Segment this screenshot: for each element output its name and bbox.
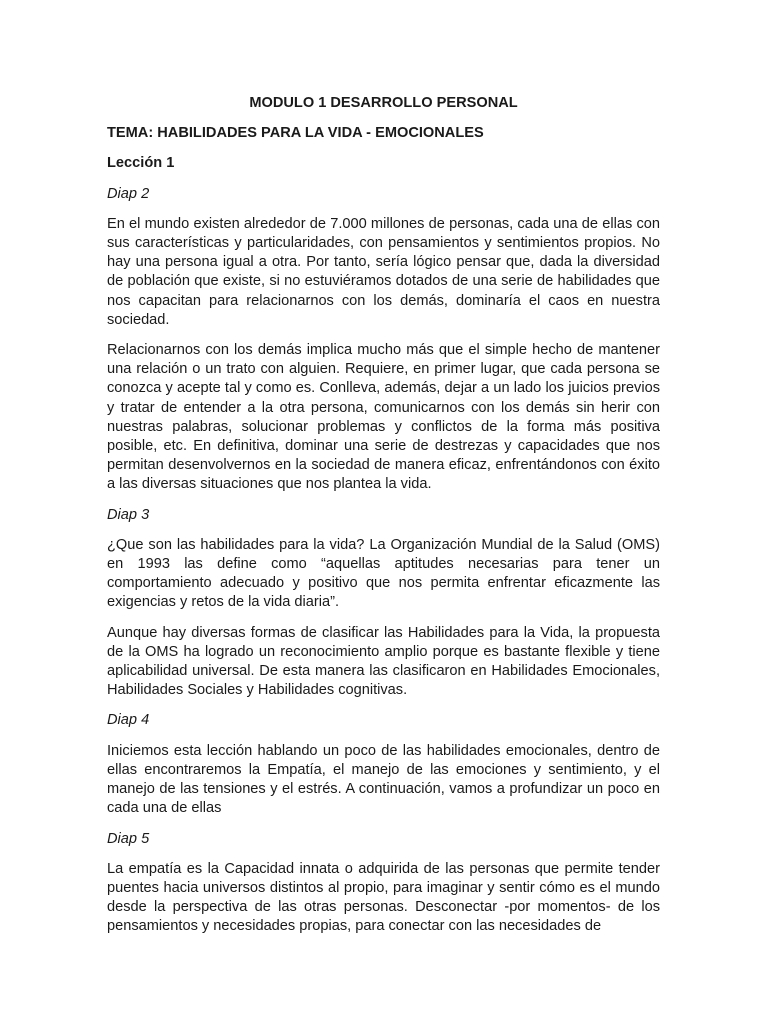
paragraph: ¿Que son las habilidades para la vida? La Organización Mundial de la Salud (OMS) en 1993 las define como “aquellas aptitudes necesarias para tener un comportamiento adecuado y positivo que nos permita enfrentar eficazmente las exigencias y retos de la vida diaria”. — [107, 536, 660, 611]
document-body — [107, 82, 660, 937]
slide-label: Diap 3 — [107, 506, 150, 523]
slide-label: Diap 2 — [107, 185, 150, 202]
paragraph: En el mundo existen alrededor de 7.000 millones de personas, cada una de ellas con sus características y particularidades, con pensamientos y sentimientos propios. No hay una persona igual a otra. Por tanto, sería lógico pensar que, dada la diversidad de población que existe, si no estuviéramos dotados de una serie de habilidades que nos capacitan para relacionarnos con los demás, dominaría el caos en nuestra sociedad. — [107, 215, 660, 328]
topic-heading: TEMA: HABILIDADES PARA LA VIDA - EMOCIONALES — [107, 125, 484, 142]
slide-label: Diap 4 — [107, 712, 150, 729]
paragraph: Aunque hay diversas formas de clasificar las Habilidades para la Vida, la propuesta de la OMS ha logrado un reconocimiento amplio porque es bastante flexible y tiene aplicabilidad universal. De esta manera las clasificaron en Habilidades Emocionales, Habilidades Sociales y Habilidades cognitivas. — [107, 624, 660, 699]
paragraph: La empatía es la Capacidad innata o adquirida de las personas que permite tender puentes hacia universos distintos al propio, para imaginar y sentir cómo es el mundo desde la perspectiva de las otras personas. Desconectar -por momentos- de los pensamientos y necesidades propias, para conectar con las necesidades de — [107, 860, 660, 935]
document-title: MODULO 1 DESARROLLO PERSONAL — [249, 95, 518, 111]
paragraph: Iniciemos esta lección hablando un poco de las habilidades emocionales, dentro de ellas encontraremos la Empatía, el manejo de las emociones y sentimiento, y el manejo de las tensiones y el estrés. A continuación, vamos a profundizar un poco en cada una de ellas — [107, 742, 660, 817]
paragraph: Relacionarnos con los demás implica mucho más que el simple hecho de mantener una relación o un trato con alguien. Requiere, en primer lugar, que cada persona se conozca y acepte tal y como es. Conlleva, además, dejar a un lado los juicios previos y tratar de entender a la otra persona, comunicarnos con los demás sin herir con nuestras palabras, solucionar problemas y conflictos de la forma más positiva posible, etc. En definitiva, dominar una serie de destrezas y capacidades que nos permitan desenvolvernos en la sociedad de manera eficaz, enfrentándonos con éxito a las diversas situaciones que nos plantea la vida. — [107, 342, 660, 493]
slide-label: Diap 5 — [107, 830, 150, 847]
lesson-heading: Lección 1 — [107, 155, 175, 172]
